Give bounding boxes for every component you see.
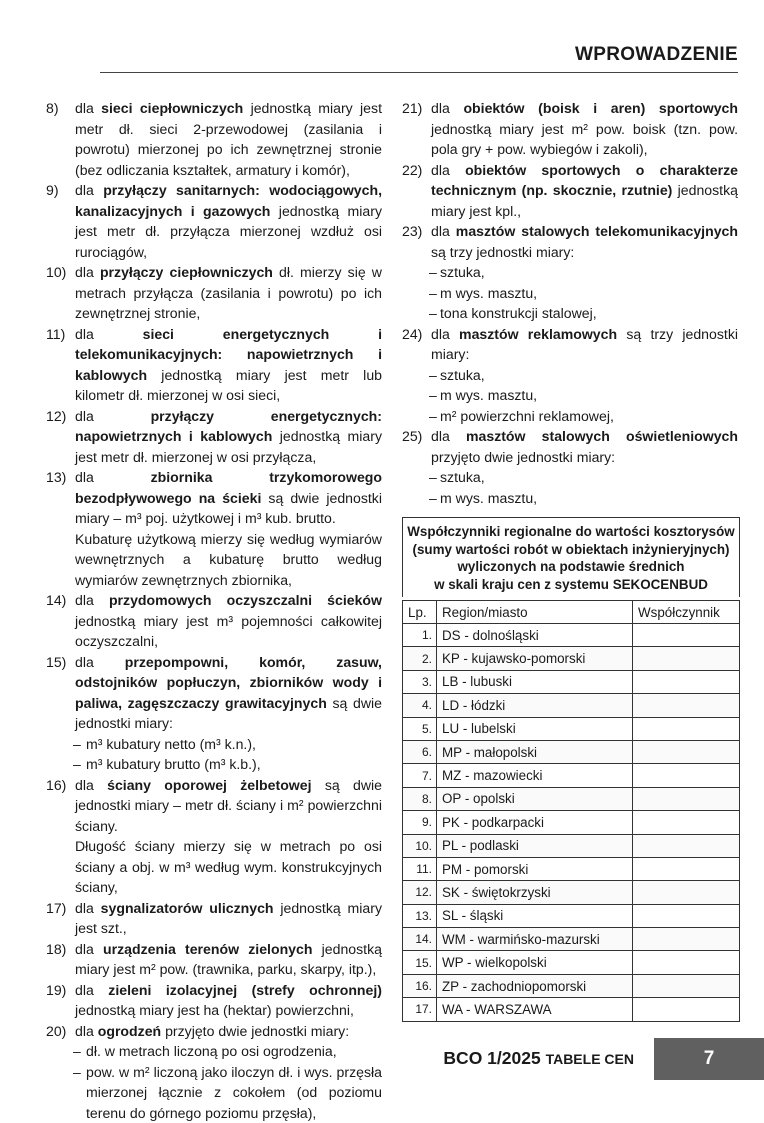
column-header-coefficient: Współczynnik [633,601,740,624]
list-item-11: 11) dla sieci energetycznych i telekomunikacyjnych: napowietrznych i kablowych jednostką miary jest metr lub kilometr dł. mierzonej w osi sieci, [46,324,382,406]
row-number: 17. [403,998,437,1021]
table-row [403,974,740,997]
list-item-13-note: Kubaturę użytkową mierzy się według wymiarów wewnętrznych a kubaturę brutto według wymiarów zewnętrznych zbiornika, [46,529,382,591]
row-number: 4. [403,694,437,717]
table-row [403,764,740,787]
region-name: KP - kujawsko-pomorski [437,647,633,670]
region-name: WM - warmińsko-mazurski [437,928,633,951]
publication-name: BCO 1/2025 [443,1048,540,1068]
coefficient-cell [633,974,740,997]
row-number: 1. [403,624,437,647]
row-number: 16. [403,974,437,997]
list-item-24: 24) dla masztów reklamowych są trzy jednostki miary: [402,324,738,365]
coefficient-cell [633,670,740,693]
region-name: SK - świętokrzyski [437,881,633,904]
table-heading-line-4: w skali kraju cen z systemu SEKOCENBUD [407,576,735,594]
table-row [403,834,740,857]
table-row [403,740,740,763]
region-name: PK - podkarpacki [437,811,633,834]
list-item-23: 23) dla masztów stalowych telekomunikacyjnych są trzy jednostki miary: [402,221,738,262]
region-name: LD - łódzki [437,694,633,717]
coefficient-cell [633,881,740,904]
column-header-lp: Lp. [403,601,437,624]
coefficient-cell [633,740,740,763]
list-item-17: 17) dla sygnalizatorów ulicznych jednostką miary jest szt., [46,898,382,939]
publication-subtitle: TABELE CEN [546,1051,634,1067]
list-item-20-unit-1: – dł. w metrach liczoną po osi ogrodzenia, [46,1041,382,1062]
footer [0,1038,764,1080]
coefficient-cell [633,951,740,974]
header-rule [100,72,738,73]
list-item-23-unit-2: – m wys. masztu, [402,283,738,304]
list-item-23-unit-3: – tona konstrukcji stalowej, [402,303,738,324]
list-item-24-unit-3: – m² powierzchni reklamowej, [402,406,738,427]
table-row [403,857,740,880]
footer-publication [443,1048,634,1069]
list-item-18: 18) dla urządzenia terenów zielonych jednostką miary jest m² pow. (trawnika, parku, skarpy, itp.), [46,939,382,980]
row-number: 5. [403,717,437,740]
region-name: OP - opolski [437,787,633,810]
list-item-10: 10) dla przyłączy ciepłowniczych dł. mierzy się w metrach przyłącza (zasilania i powrotu) po ich zewnętrznej stronie, [46,262,382,324]
region-name: MP - małopolski [437,740,633,763]
table-heading-line-1: Współczynniki regionalne do wartości kosztorysów [407,523,735,541]
row-number: 15. [403,951,437,974]
list-item-25: 25) dla masztów stalowych oświetleniowych przyjęto dwie jednostki miary: [402,426,738,467]
row-number: 10. [403,834,437,857]
table-row [403,670,740,693]
list-item-8: 8) dla sieci ciepłowniczych jednostką miary jest metr dł. sieci 2-przewodowej (zasilania i powrotu) mierzonej po ich zewnętrznej stronie (bez odliczania kształtek, armatury i komór), [46,98,382,180]
table-row [403,904,740,927]
list-item-15-unit-2: – m³ kubatury brutto (m³ k.b.), [46,754,382,775]
table-row [403,811,740,834]
region-name: WA - WARSZAWA [437,998,633,1021]
region-name: ZP - zachodniopomorski [437,974,633,997]
row-number: 2. [403,647,437,670]
region-name: PL - podlaski [437,834,633,857]
coefficient-cell [633,694,740,717]
left-column [46,98,382,1123]
coefficient-cell [633,624,740,647]
row-number: 14. [403,928,437,951]
list-item-23-unit-1: – sztuka, [402,262,738,283]
coefficient-cell [633,928,740,951]
row-number: 12. [403,881,437,904]
page-number: 7 [654,1038,764,1080]
row-number: 9. [403,811,437,834]
table-row [403,647,740,670]
table-heading-line-2: (sumy wartości robót w obiektach inżynieryjnych) [407,541,735,559]
list-item-19: 19) dla zieleni izolacyjnej (strefy ochronnej) jednostką miary jest ha (hektar) powierzchni, [46,980,382,1021]
section-title: WPROWADZENIE [575,44,738,66]
right-column [402,98,738,508]
list-item-12: 12) dla przyłączy energetycznych: napowietrznych i kablowych jednostką miary jest metr dł. mierzonej w osi przyłącza, [46,406,382,468]
row-number: 7. [403,764,437,787]
row-number: 13. [403,904,437,927]
list-item-15-unit-1: – m³ kubatury netto (m³ k.n.), [46,734,382,755]
table-heading-line-3: wyliczonych na podstawie średnich [407,558,735,576]
table-row [403,951,740,974]
row-number: 11. [403,857,437,880]
list-item-21: 21) dla obiektów (boisk i aren) sportowych jednostką miary jest m² pow. boisk (tzn. pow. pola gry + pow. wybiegów i zakoli), [402,98,738,160]
list-item-16-note: Długość ściany mierzy się w metrach po osi ściany a obj. w m³ według wym. konstrukcyjnych ściany, [46,836,382,898]
list-item-20-unit-2: – pow. w m² liczoną jako iloczyn dł. i wys. przęsła mierzonej łącznie z cokołem (od poziomu terenu do górnego poziomu przęsła), [46,1062,382,1123]
list-item-13: 13) dla zbiornika trzykomorowego bezodpływowego na ścieki są dwie jednostki miary – m³ poj. użytkowej i m³ kub. brutto. [46,467,382,529]
list-item-25-unit-1: – sztuka, [402,467,738,488]
table-row [403,787,740,810]
coefficient-cell [633,717,740,740]
table-row [403,998,740,1021]
coefficient-cell [633,811,740,834]
region-name: WP - wielkopolski [437,951,633,974]
list-item-24-unit-2: – m wys. masztu, [402,385,738,406]
table-header-row [403,601,740,624]
table-heading [402,517,740,597]
region-name: PM - pomorski [437,857,633,880]
coefficient-cell [633,787,740,810]
region-name: SL - śląski [437,904,633,927]
region-name: LB - lubuski [437,670,633,693]
row-number: 3. [403,670,437,693]
list-item-9: 9) dla przyłączy sanitarnych: wodociągowych, kanalizacyjnych i gazowych jednostką miary jest metr dł. przyłącza mierzonej wzdłuż osi rurociągów, [46,180,382,262]
column-header-region: Region/miasto [437,601,633,624]
list-item-25-unit-2: – m wys. masztu, [402,488,738,509]
region-name: MZ - mazowiecki [437,764,633,787]
region-name: LU - lubelski [437,717,633,740]
table-row [403,881,740,904]
coefficient-cell [633,834,740,857]
coefficient-cell [633,647,740,670]
coefficient-cell [633,998,740,1021]
table-row [403,624,740,647]
list-item-16: 16) dla ściany oporowej żelbetowej są dwie jednostki miary – metr dł. ściany i m² powierzchni ściany. [46,775,382,837]
row-number: 6. [403,740,437,763]
list-item-20: 20) dla ogrodzeń przyjęto dwie jednostki miary: [46,1021,382,1042]
list-item-24-unit-1: – sztuka, [402,365,738,386]
coefficient-cell [633,857,740,880]
regional-coefficients-table [402,600,740,1022]
table-row [403,717,740,740]
list-item-14: 14) dla przydomowych oczyszczalni ścieków jednostką miary jest m³ pojemności całkowitej oczyszczalni, [46,590,382,652]
coefficient-cell [633,764,740,787]
row-number: 8. [403,787,437,810]
region-name: DS - dolnośląski [437,624,633,647]
table-row [403,694,740,717]
list-item-15: 15) dla przepompowni, komór, zasuw, odstojników popłuczyn, zbiorników wody i paliwa, zagęszczaczy grawitacyjnych są dwie jednostki miary: [46,652,382,734]
list-item-22: 22) dla obiektów sportowych o charakterze technicznym (np. skocznie, rzutnie) jednostką miary jest kpl., [402,160,738,222]
coefficient-cell [633,904,740,927]
table-row [403,928,740,951]
